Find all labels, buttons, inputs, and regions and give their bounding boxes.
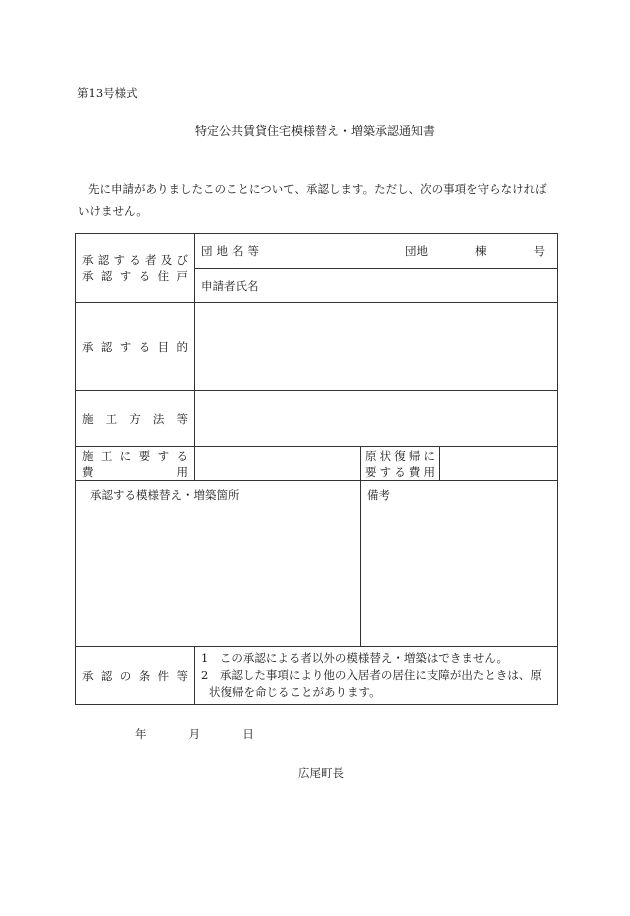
conditions-cell xyxy=(195,647,558,705)
conditions-label-cell xyxy=(76,647,195,705)
method-label: 施工方法等 xyxy=(82,411,188,426)
applicant-label-line1: 承認する者及び xyxy=(82,253,188,267)
method-label-cell xyxy=(76,391,195,447)
restore-label-cell xyxy=(361,447,440,481)
approval-form-table xyxy=(75,233,558,705)
applicant-label-cell xyxy=(76,234,195,303)
area-label: 承認する模様替え・増築箇所 xyxy=(90,488,240,502)
applicant-name-label: 申請者氏名 xyxy=(201,278,259,293)
condition-item-2-cont: 状復帰を命じることがあります。 xyxy=(209,685,381,699)
document-title: 特定公共賃貸住宅模様替え・増築承認通知書 xyxy=(194,124,435,138)
purpose-input-cell[interactable] xyxy=(195,303,558,391)
form-number: 第13号様式 xyxy=(77,86,138,100)
signer-name: 広尾町長 xyxy=(298,766,344,780)
restore-label-line2: 要する費用 xyxy=(365,464,435,479)
restore-label-line1: 原状復帰に xyxy=(365,448,435,463)
cost-label-line1: 施工に要する xyxy=(82,448,188,463)
complex-name-cell[interactable] xyxy=(195,234,558,269)
complex-suffix: 団地 xyxy=(405,244,429,258)
purpose-label-cell xyxy=(76,303,195,391)
applicant-name-cell[interactable] xyxy=(195,269,558,303)
date-year: 年 xyxy=(135,727,147,741)
conditions-label: 承認の条件等 xyxy=(82,668,188,683)
condition-item-2: 2 承認した事項により他の入居者の居住に支障が出たときは、原 xyxy=(201,668,542,682)
remarks-cell[interactable] xyxy=(361,481,558,647)
date-day: 日 xyxy=(242,727,254,741)
cost-label-cell xyxy=(76,447,195,481)
condition-item-1: 1 この承認による者以外の模様替え・増築はできません。 xyxy=(201,651,509,665)
date-line xyxy=(135,726,254,742)
notice-text: 先に申請がありましたこのことについて、承認します。ただし、次の事項を守らなければいけません。 xyxy=(78,182,547,218)
building-suffix: 棟 xyxy=(475,244,487,258)
restore-input-cell[interactable] xyxy=(440,447,558,481)
area-cell[interactable] xyxy=(76,481,361,647)
cost-input-cell[interactable] xyxy=(195,447,361,481)
unit-suffix: 号 xyxy=(533,244,546,258)
method-input-cell[interactable] xyxy=(195,391,558,447)
applicant-label-line2: 承認する住戸 xyxy=(82,269,188,283)
date-month: 月 xyxy=(188,727,201,741)
cost-label-line2: 費用 xyxy=(82,464,188,479)
purpose-label: 承認する目的 xyxy=(82,339,188,354)
remarks-label: 備考 xyxy=(367,488,390,502)
complex-name-label: 団地名等 xyxy=(201,244,263,258)
